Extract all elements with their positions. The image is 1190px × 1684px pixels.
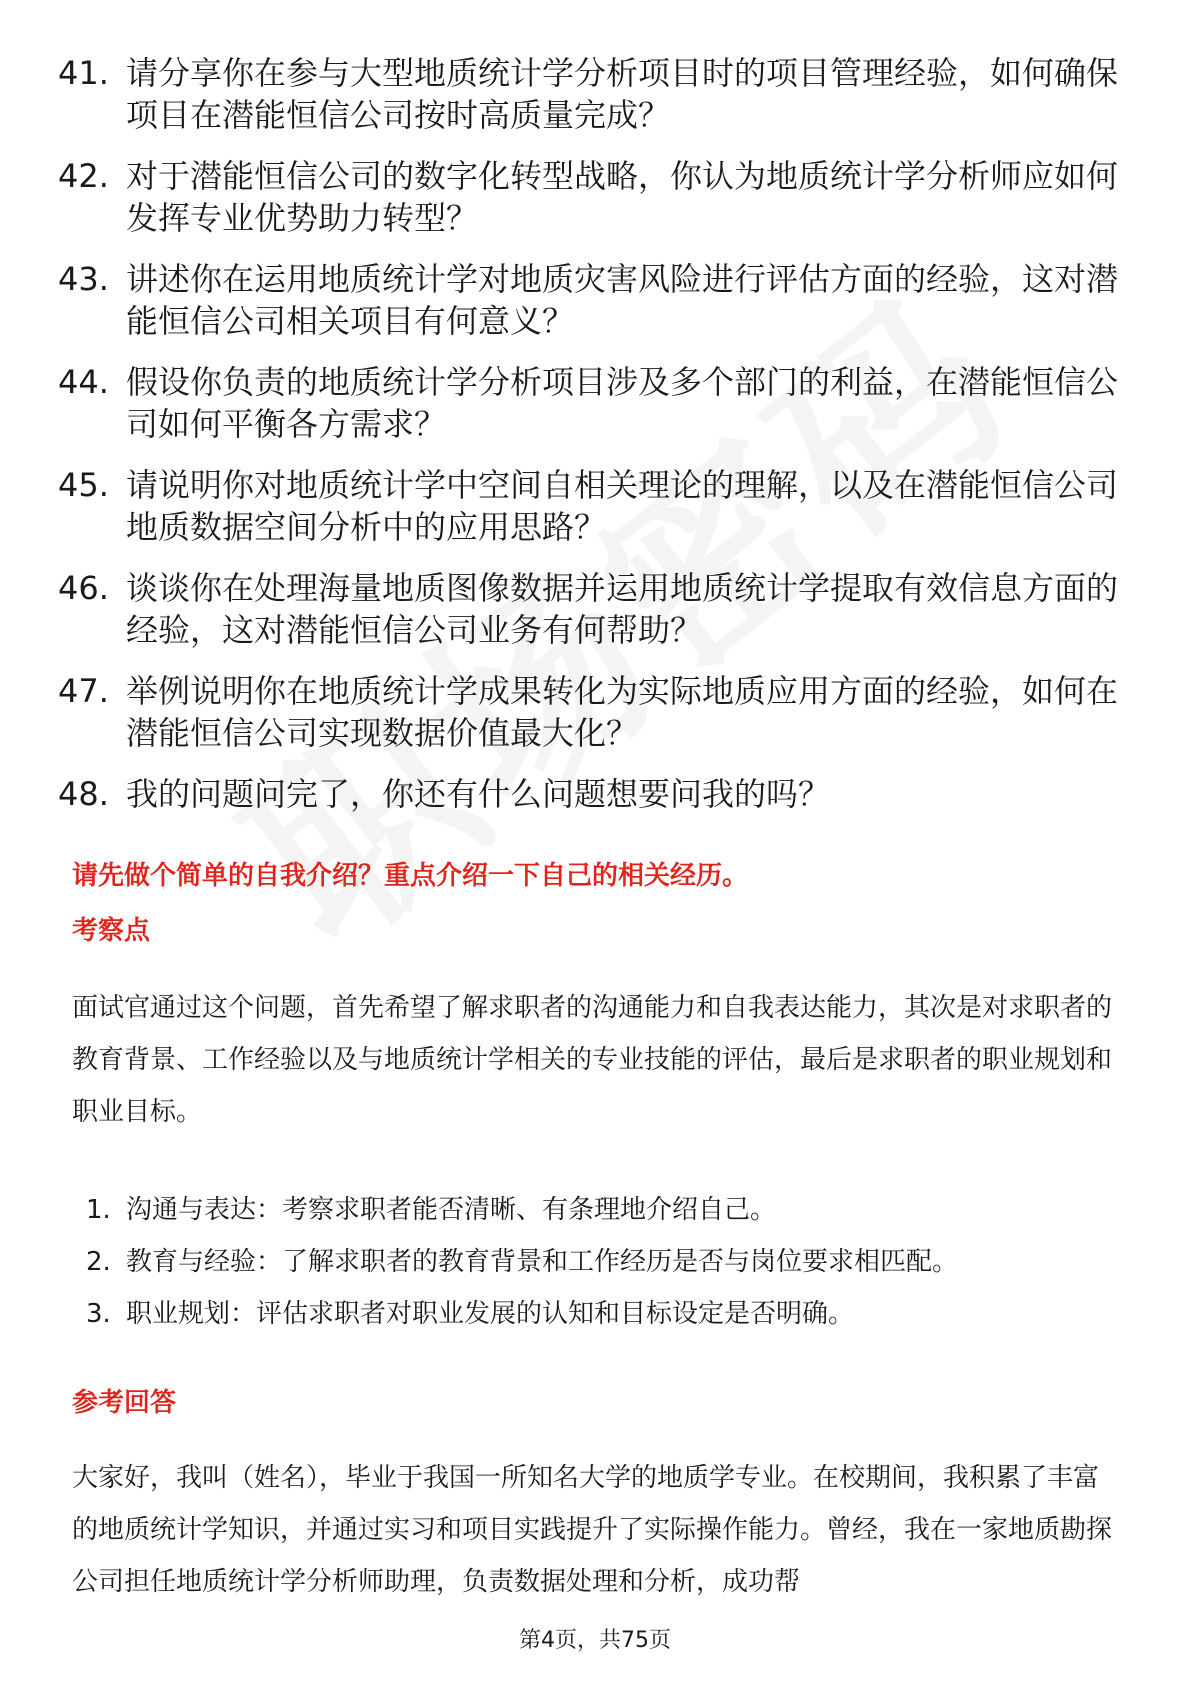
focus-point-text: 教育与经验：了解求职者的教育背景和工作经历是否与岗位要求相匹配。 — [126, 1247, 959, 1277]
focus-point — [86, 1192, 958, 1228]
question-item — [58, 258, 1138, 342]
reference-answer-paragraph: 大家好，我叫（姓名），毕业于我国一所知名大学的地质学专业。在校期间，我积累了丰富的地质统计学知识，并通过实习和项目实践提升了实际操作能力。曾经，我在一家地质勘探公司担任地质统计学分析师助理，负责数据处理和分析，成功帮 — [72, 1463, 1113, 1597]
focus-point-text: 职业规划：评估求职者对职业发展的认知和目标设定是否明确。 — [126, 1299, 855, 1329]
question-text: 我的问题问完了，你还有什么问题想要问我的吗？ — [126, 775, 831, 813]
question-number: 45. — [58, 466, 109, 504]
reference-answer-heading: 参考回答 — [72, 1388, 177, 1418]
question-number: 42. — [58, 157, 109, 195]
question-number: 48. — [58, 775, 109, 813]
question-item — [58, 464, 1138, 548]
question-number: 41. — [58, 54, 109, 92]
question-item — [58, 52, 1138, 136]
focus-point — [86, 1244, 958, 1280]
focus-point-number: 3. — [86, 1299, 111, 1329]
question-text: 举例说明你在地质统计学成果转化为实际地质应用方面的经验，如何在潜能恒信公司实现数据价值最大化？ — [126, 672, 1119, 752]
focus-paragraph: 面试官通过这个问题，首先希望了解求职者的沟通能力和自我表达能力，其次是对求职者的教育背景、工作经验以及与地质统计学相关的专业技能的评估，最后是求职者的职业规划和职业目标。 — [72, 993, 1113, 1127]
interview-question-heading: 请先做个简单的自我介绍？重点介绍一下自己的相关经历。 — [72, 861, 749, 891]
focus-point-list — [86, 1192, 958, 1348]
question-item — [58, 670, 1138, 754]
focus-point-number: 1. — [86, 1195, 111, 1225]
question-item — [58, 567, 1138, 651]
focus-point-text: 沟通与表达：考察求职者能否清晰、有条理地介绍自己。 — [126, 1195, 777, 1225]
question-number: 46. — [58, 569, 109, 607]
question-item — [58, 773, 1138, 815]
question-list — [58, 52, 1138, 834]
question-text: 请分享你在参与大型地质统计学分析项目时的项目管理经验，如何确保项目在潜能恒信公司按时高质量完成？ — [126, 54, 1119, 134]
question-number: 47. — [58, 672, 109, 710]
page-footer: 第4页，共75页 — [519, 1628, 671, 1653]
question-text: 假设你负责的地质统计学分析项目涉及多个部门的利益，在潜能恒信公司如何平衡各方需求？ — [126, 363, 1119, 443]
focus-heading: 考察点 — [72, 916, 151, 946]
question-item — [58, 155, 1138, 239]
question-number: 43. — [58, 260, 109, 298]
focus-point — [86, 1296, 958, 1332]
question-item — [58, 361, 1138, 445]
question-text: 请说明你对地质统计学中空间自相关理论的理解，以及在潜能恒信公司地质数据空间分析中的应用思路？ — [126, 466, 1119, 546]
focus-point-number: 2. — [86, 1247, 111, 1277]
question-text: 对于潜能恒信公司的数字化转型战略，你认为地质统计学分析师应如何发挥专业优势助力转型？ — [126, 157, 1119, 237]
question-text: 讲述你在运用地质统计学对地质灾害风险进行评估方面的经验，这对潜能恒信公司相关项目有何意义？ — [126, 260, 1119, 340]
question-number: 44. — [58, 363, 109, 401]
question-text: 谈谈你在处理海量地质图像数据并运用地质统计学提取有效信息方面的经验，这对潜能恒信公司业务有何帮助？ — [126, 569, 1119, 649]
